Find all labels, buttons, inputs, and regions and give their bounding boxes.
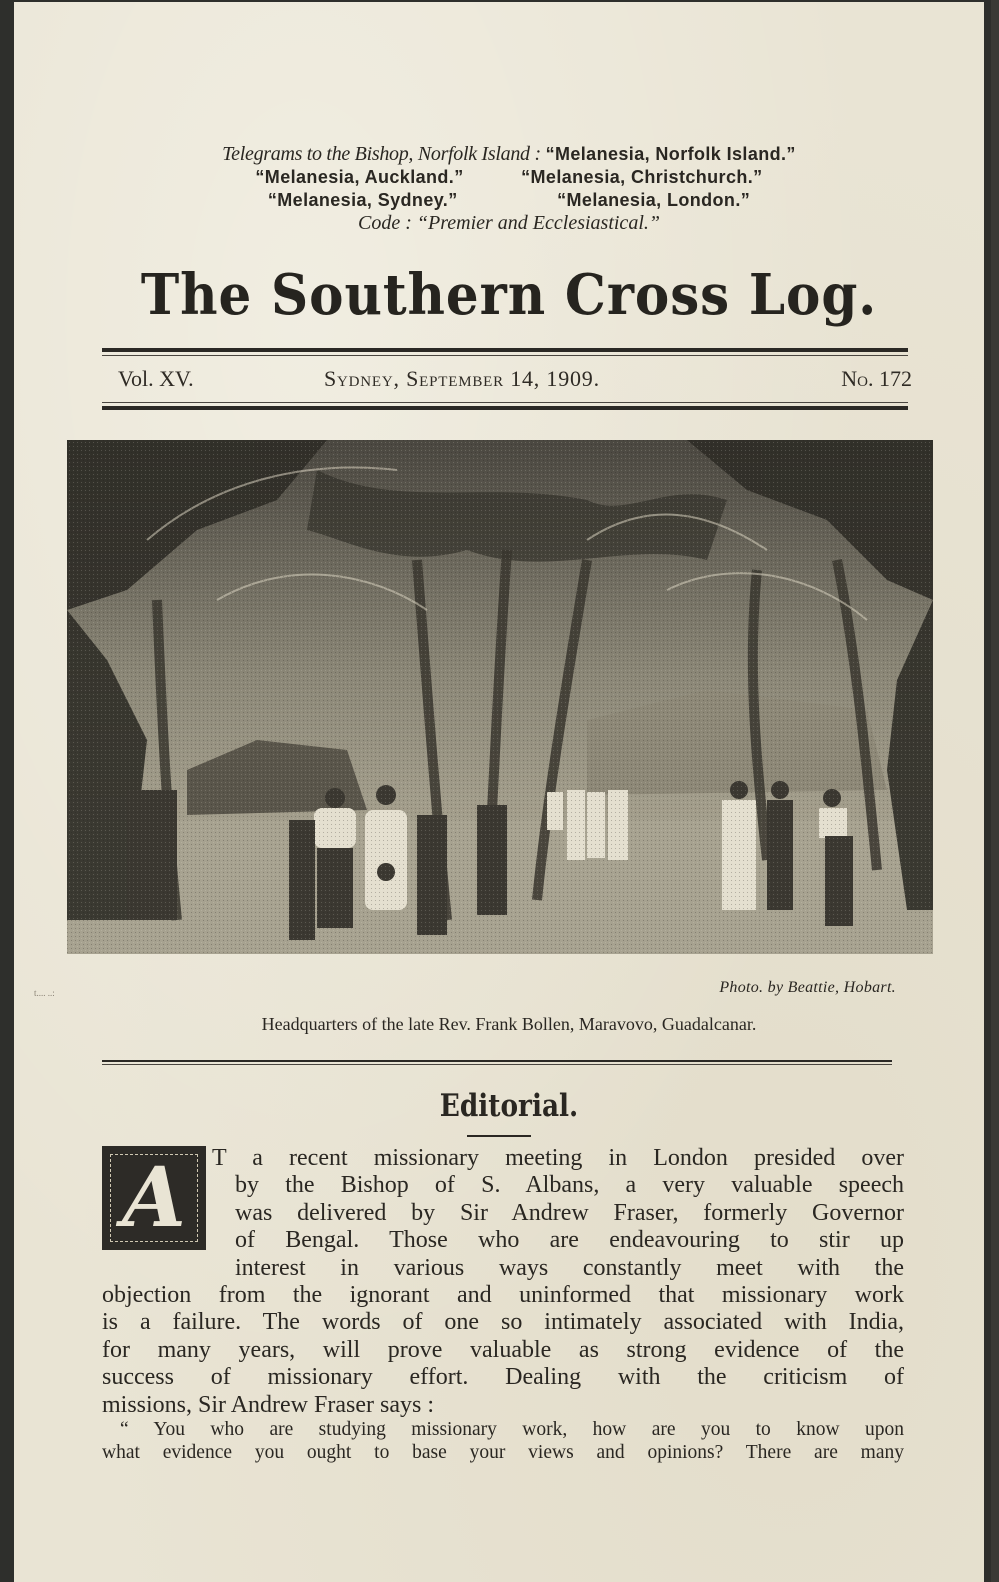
- dropcap-letter: A: [122, 1150, 186, 1246]
- photo-caption: Headquarters of the late Rev. Frank Bollen, Maravovo, Guadalcanar.: [261, 1014, 757, 1034]
- dateline: [102, 366, 912, 396]
- telegram-address: “Melanesia, Sydney.”: [267, 190, 458, 210]
- heading-underline: [467, 1135, 531, 1137]
- issue-number: No. 172: [841, 366, 912, 391]
- ink-smudge: t.... ..:: [34, 988, 55, 998]
- telegram-address: “Melanesia, Norfolk Island.”: [545, 144, 796, 164]
- text-line: missions, Sir Andrew Fraser says :: [102, 1391, 434, 1418]
- text-line: of Bengal. Those who are endeavouring to stir up: [235, 1227, 904, 1254]
- rule: [102, 1060, 892, 1062]
- rule: [102, 348, 908, 352]
- text-line: for many years, will prove valuable as strong evidence of the: [102, 1336, 904, 1363]
- telegram-address: “Melanesia, Christchurch.”: [521, 167, 763, 187]
- rule: [102, 1064, 892, 1065]
- text-line: is a failure. The words of one so intimately associated with India,: [102, 1309, 904, 1336]
- palm-grove-photo: [67, 440, 933, 954]
- telegram-intro: Telegrams to the Bishop, Norfolk Island :: [222, 143, 541, 165]
- text-line: T a recent missionary meeting in London presided over: [212, 1145, 904, 1171]
- volume-number: Vol. XV.: [118, 366, 194, 391]
- place-date: Sydney, September 14, 1909.: [324, 366, 600, 391]
- text-line: by the Bishop of S. Albans, a very valuable speech: [235, 1172, 904, 1199]
- telegram-addresses: [104, 143, 914, 234]
- editorial-quote: [102, 1418, 904, 1464]
- quote-line: “ You who are studying missionary work, how are you to know upon: [120, 1419, 904, 1440]
- text-line: was delivered by Sir Andrew Fraser, formerly Governor: [235, 1199, 904, 1226]
- newsletter-page: [14, 2, 984, 1582]
- masthead-title: The Southern Cross Log.: [140, 262, 878, 328]
- rule: [102, 406, 908, 410]
- rule: [102, 402, 908, 403]
- quote-line: what evidence you ought to base your views and opinions? There are many: [102, 1442, 904, 1463]
- photograph: [67, 440, 933, 954]
- scan-edge: [991, 0, 999, 1582]
- editorial-body: [102, 1145, 904, 1419]
- rule: [102, 355, 908, 356]
- photo-credit: Photo. by Beattie, Hobart.: [719, 979, 896, 996]
- telegram-address: “Melanesia, Auckland.”: [255, 167, 464, 187]
- text-line: success of missionary effort. Dealing with the criticism of: [102, 1364, 904, 1391]
- text-line: objection from the ignorant and uninformed that missionary work: [102, 1282, 904, 1309]
- telegram-code: Code : “Premier and Ecclesiastical.”: [358, 212, 660, 234]
- telegram-address: “Melanesia, London.”: [557, 190, 751, 210]
- text-line: interest in various ways constantly meet with the: [235, 1254, 904, 1281]
- editorial-heading: Editorial.: [439, 1088, 579, 1124]
